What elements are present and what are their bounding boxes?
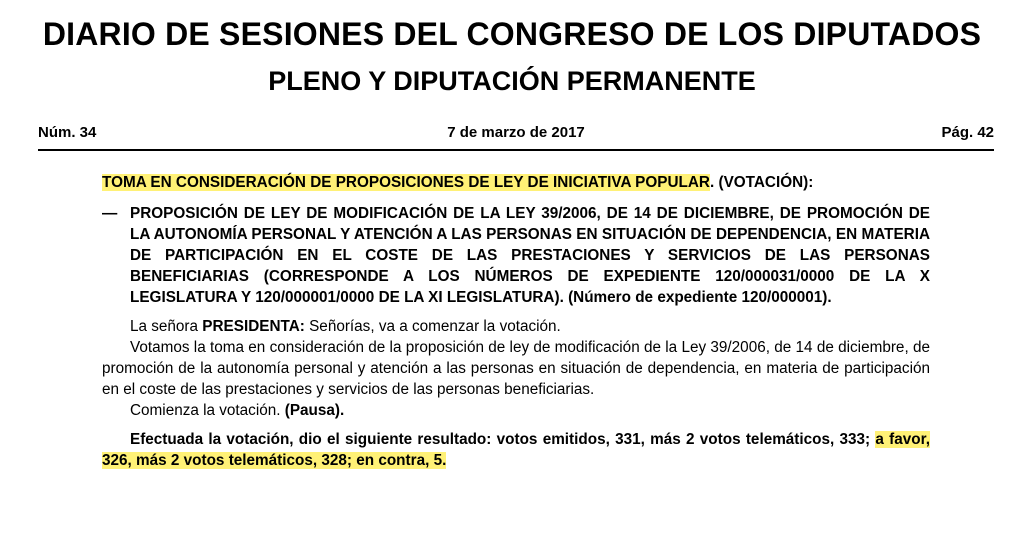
speech-line-1: Señorías, va a comenzar la votación. (304, 318, 561, 335)
pause-note: (Pausa). (284, 402, 345, 419)
document-body (102, 172, 930, 486)
issue-date: 7 de marzo de 2017 (447, 124, 585, 141)
document-subtitle: PLENO Y DIPUTACIÓN PERMANENTE (268, 66, 756, 96)
vote-result-plain: Efectuada la votación, dio el siguiente resultado: votos emitidos, 331, más 2 votos telemáticos, 333; (130, 431, 876, 448)
heading-suffix: . (VOTACIÓN): (709, 174, 814, 191)
page-number: Pág. 42 (941, 124, 994, 141)
document-title: DIARIO DE SESIONES DEL CONGRESO DE LOS DIPUTADOS (42, 16, 982, 52)
item-text: PROPOSICIÓN DE LEY DE MODIFICACIÓN DE LA LEY 39/2006, DE 14 DE DICIEMBRE, DE PROMOCIÓN DE LA AUTONOMÍA PERSONAL Y ATENCIÓN A LAS PERSONAS EN SITUACIÓN DE DEPENDENCIA, EN MATERIA DE PARTICIPACIÓN EN EL COSTE DE LAS PRESTACIONES Y SERVICIOS DE LAS PERSONAS BENEFICIARIAS (CORRESPONDE A LOS NÚMEROS DE EXPEDIENTE 120/000031/0000 DE LA X LEGISLATURA Y 120/000001/0000 DE LA XI LEGISLATURA). (Número de expediente 120/000001). (130, 205, 930, 306)
speech-line-3: Comienza la votación. (130, 402, 285, 419)
item-dash: — (102, 205, 118, 222)
issue-number: Núm. 34 (38, 124, 97, 141)
vote-result-highlighted: a favor, 326, más 2 votos telemáticos, 328; en contra, 5. (102, 431, 930, 469)
speech-intro: La señora (130, 318, 203, 335)
highlighted-heading: TOMA EN CONSIDERACIÓN DE PROPOSICIONES DE LEY DE INICIATIVA POPULAR (102, 174, 710, 191)
vote-result (102, 429, 930, 471)
speech-paragraph-1 (102, 316, 930, 337)
section-heading (102, 172, 930, 193)
agenda-item (102, 203, 930, 308)
header-divider (38, 149, 994, 151)
speech-paragraph-2: Votamos la toma en consideración de la proposición de ley de modificación de la Ley 39/2006, de 14 de diciembre, de promoción de la autonomía personal y atención a las personas en situación de dependencia, en materia de participación en el coste de las prestaciones y servicios de las personas beneficiarias. (102, 339, 930, 398)
speech-paragraph-3 (102, 400, 930, 421)
speaker-name: PRESIDENTA: (202, 318, 305, 335)
